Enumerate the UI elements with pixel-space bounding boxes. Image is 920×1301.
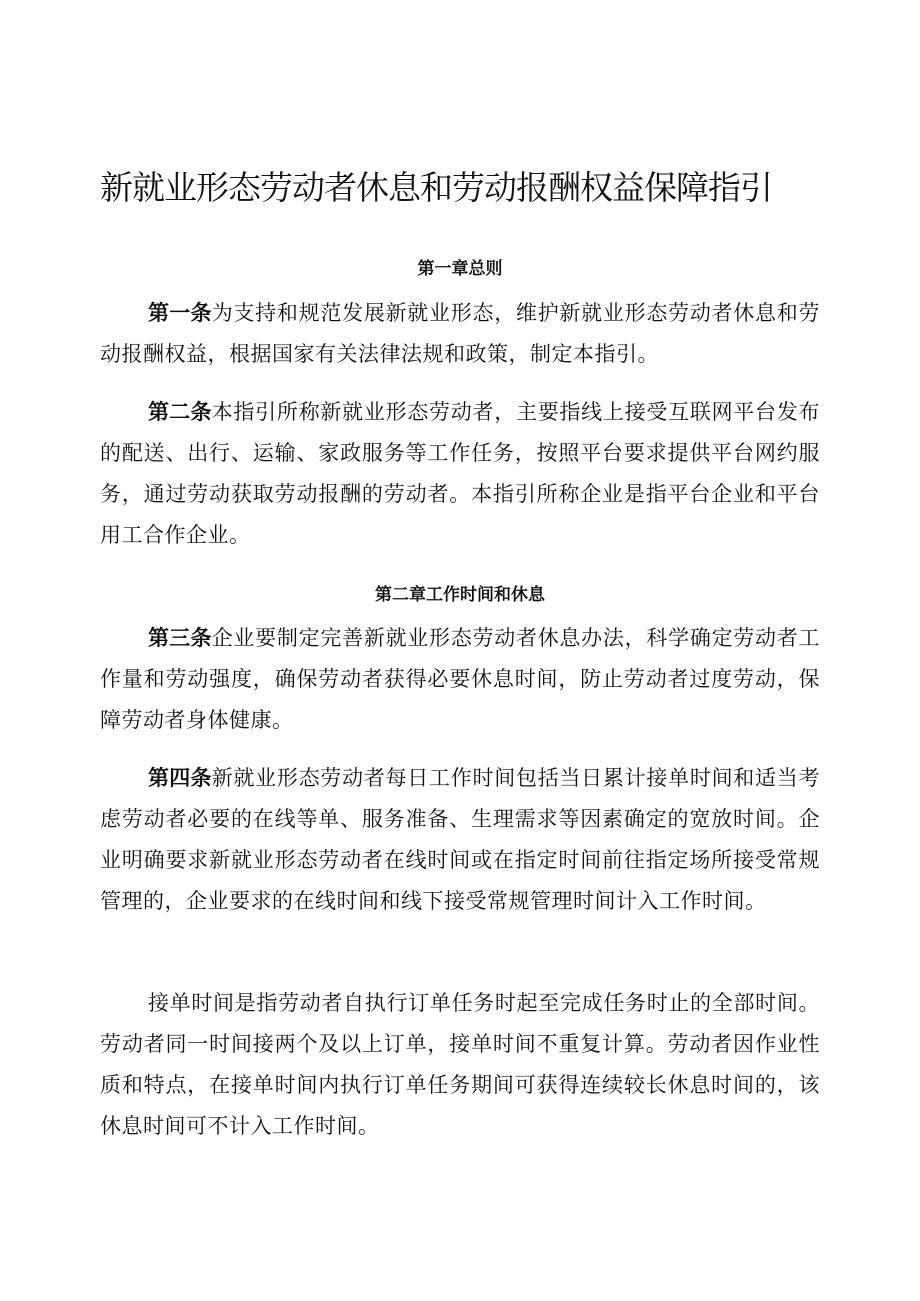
article-number: 第二条 bbox=[148, 400, 212, 424]
article-number: 第一条 bbox=[148, 301, 212, 325]
article-text: 新就业形态劳动者每日工作时间包括当日累计接单时间和适当考虑劳动者必要的在线等单、服务准备、生理需求等因素确定的宽放时间。企业明确要求新就业形态劳动者在线时间或在指定时间前往指定场所接受常规管理的，企业要求的在线时间和线下接受常规管理时间计入工作时间。 bbox=[100, 766, 821, 913]
article-number: 第四条 bbox=[148, 766, 212, 790]
chapter-heading: 第二章工作时间和休息 bbox=[375, 585, 545, 605]
article-paragraph bbox=[100, 392, 820, 556]
chapter-heading: 第一章总则 bbox=[417, 259, 503, 279]
article-paragraph bbox=[100, 293, 820, 375]
article-text: 企业要制定完善新就业形态劳动者休息办法，科学确定劳动者工作量和劳动强度，确保劳动者获得必要休息时间，防止劳动者过度劳动，保障劳动者身体健康。 bbox=[100, 626, 821, 732]
article-text: 本指引所称新就业形态劳动者，主要指线上接受互联网平台发布的配送、出行、运输、家政服务等工作任务，按照平台要求提供平台网约服务，通过劳动获取劳动报酬的劳动者。本指引所称企业是指平台企业和平台用工合作企业。 bbox=[100, 400, 821, 547]
document-title: 新就业形态劳动者休息和劳动报酬权益保障指引 bbox=[100, 168, 772, 207]
article-number: 第三条 bbox=[148, 626, 212, 650]
article-paragraph bbox=[100, 758, 820, 922]
article-text: 为支持和规范发展新就业形态，维护新就业形态劳动者休息和劳动报酬权益，根据国家有关法律法规和政策，制定本指引。 bbox=[100, 301, 821, 366]
article-paragraph bbox=[100, 618, 820, 741]
article-paragraph bbox=[100, 983, 820, 1147]
article-text: 接单时间是指劳动者自执行订单任务时起至完成任务时止的全部时间。劳动者同一时间接两个及以上订单，接单时间不重复计算。劳动者因作业性质和特点，在接单时间内执行订单任务期间可获得连续较长休息时间的，该休息时间可不计入工作时间。 bbox=[100, 991, 820, 1138]
